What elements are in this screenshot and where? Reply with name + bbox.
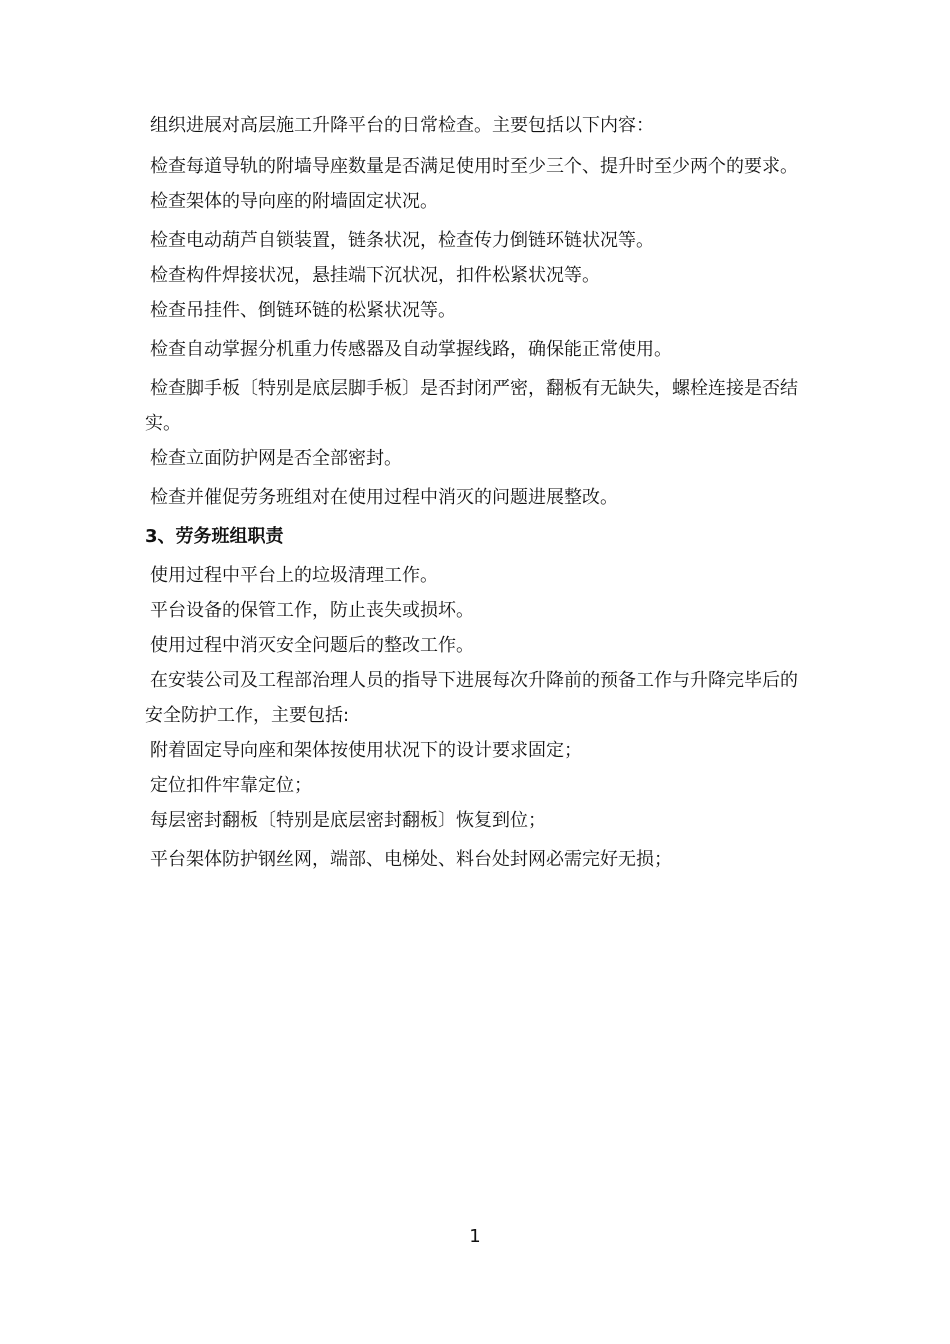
paragraph-duty-storage: 平台设备的保管工作，防止丧失或损坏。 — [150, 600, 474, 621]
paragraph-duty-sealing-plate: 每层密封翻板〔特别是底层密封翻板〕恢复到位； — [150, 810, 546, 831]
section-heading: 3、劳务班组职责 — [145, 526, 284, 547]
paragraph-check-welding: 检查构件焊接状况，悬挂端下沉状况，扣件松紧状况等。 — [150, 265, 600, 286]
paragraph-check-guide-seat: 检查架体的导向座的附墙固定状况。 — [150, 191, 438, 212]
paragraph-duty-rectification: 使用过程中消灭安全问题后的整改工作。 — [150, 635, 474, 656]
paragraph-intro: 组织进展对高层施工升降平台的日常检查。主要包括以下内容： — [150, 115, 654, 136]
paragraph-check-guide-rail: 检查每道导轨的附墙导座数量是否满足使用时至少三个、提升时至少两个的要求。 — [150, 156, 798, 177]
paragraph-check-hanger: 检查吊挂件、倒链环链的松紧状况等。 — [150, 300, 456, 321]
paragraph-check-scaffold-board: 检查脚手板〔特别是底层脚手板〕是否封闭严密，翻板有无缺失，螺栓连接是否结实。 — [145, 378, 798, 434]
paragraph-duty-preparation: 在安装公司及工程部治理人员的指导下进展每次升降前的预备工作与升降完毕后的安全防护工作，主要包括: — [145, 670, 798, 726]
paragraph-duty-cleanup: 使用过程中平台上的垃圾清理工作。 — [150, 565, 438, 586]
paragraph-check-safety-net: 检查立面防护网是否全部密封。 — [150, 448, 402, 469]
paragraph-duty-fastener: 定位扣件牢靠定位； — [150, 775, 312, 796]
paragraph-check-rectification: 检查并催促劳务班组对在使用过程中消灭的问题进展整改。 — [150, 487, 618, 508]
page-number: 1 — [469, 1226, 481, 1247]
paragraph-check-sensor: 检查自动掌握分机重力传感器及自动掌握线路，确保能正常使用。 — [150, 339, 672, 360]
document-body — [145, 108, 805, 877]
paragraph-check-hoist: 检查电动葫芦自锁装置，链条状况，检查传力倒链环链状况等。 — [150, 230, 654, 251]
paragraph-duty-fix-guide-seat: 附着固定导向座和架体按使用状况下的设计要求固定； — [150, 740, 582, 761]
paragraph-duty-wire-mesh: 平台架体防护钢丝网，端部、电梯处、料台处封网必需完好无损； — [150, 849, 672, 870]
